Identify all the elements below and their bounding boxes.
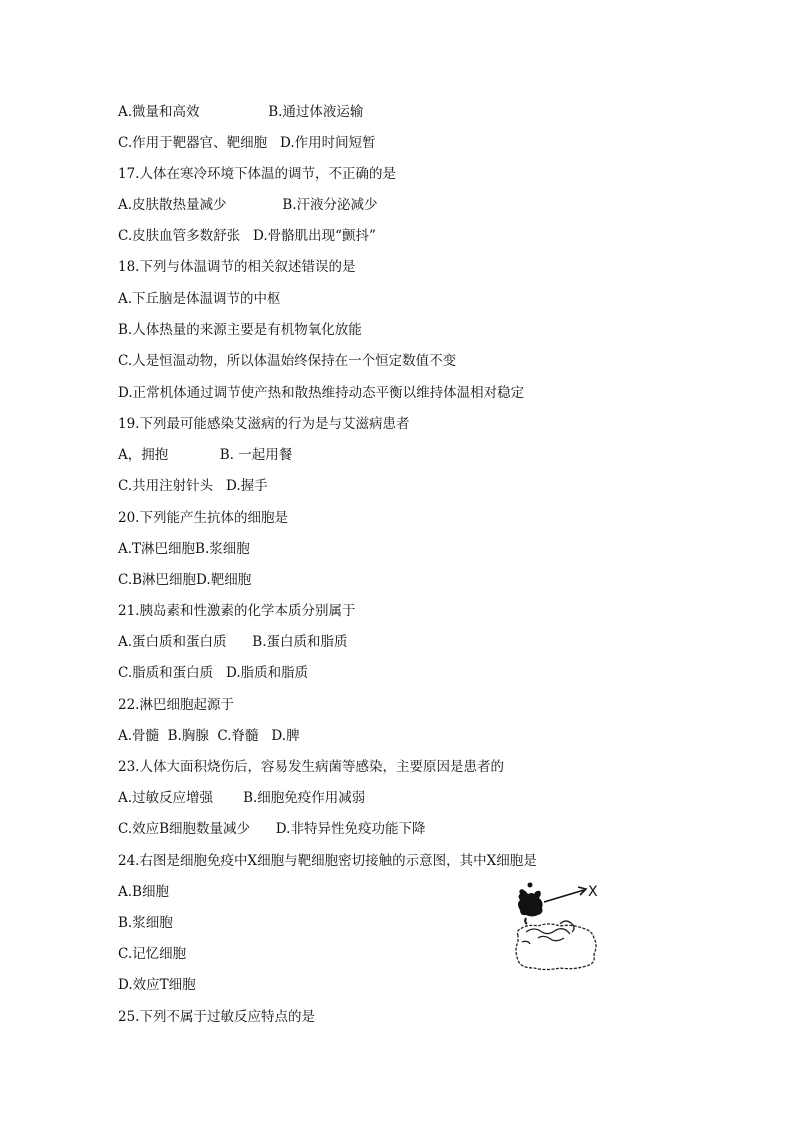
text-line: C.共用注射针头 D.握手 xyxy=(118,478,268,494)
question-21: 21.胰岛素和性激素的化学本质分别属于 xyxy=(118,603,356,619)
question-19: 19.下列最可能感染艾滋病的行为是与艾滋病患者 xyxy=(118,416,410,432)
question-20: 20.下列能产生抗体的细胞是 xyxy=(118,510,288,526)
cell-contact-figure xyxy=(508,880,604,972)
text-line: A.B细胞 xyxy=(118,884,169,900)
text-line: C.作用于靶器官、靶细胞 D.作用时间短暂 xyxy=(118,135,376,151)
question-17: 17.人体在寒冷环境下体温的调节，不正确的是 xyxy=(118,166,396,182)
question-22: 22.淋巴细胞起源于 xyxy=(118,697,234,713)
text-line: C.记忆细胞 xyxy=(118,946,187,962)
text-line: D.效应T细胞 xyxy=(118,977,196,993)
text-line: C.脂质和蛋白质 D.脂质和脂质 xyxy=(118,665,309,681)
text-line: C.效应B细胞数量减少 D.非特异性免疫功能下降 xyxy=(118,821,426,837)
text-line: A，拥抱 B. 一起用餐 xyxy=(118,447,293,463)
text-line: D.正常机体通过调节使产热和散热维持动态平衡以维持体温相对稳定 xyxy=(118,385,525,401)
question-18: 18.下列与体温调节的相关叙述错误的是 xyxy=(118,259,356,275)
text-line: C.人是恒温动物，所以体温始终保持在一个恒定数值不变 xyxy=(118,353,457,369)
text-line: A.下丘脑是体温调节的中枢 xyxy=(118,291,281,307)
question-25: 25.下列不属于过敏反应特点的是 xyxy=(118,1009,315,1025)
text-line: C.B淋巴细胞D.靶细胞 xyxy=(118,572,252,588)
text-line: A.骨髓 B.胸腺 C.脊髓 D.脾 xyxy=(118,728,300,744)
question-24: 24.右图是细胞免疫中X细胞与靶细胞密切接触的示意图，其中X细胞是 xyxy=(118,853,537,869)
text-line: A.皮肤散热量减少 B.汗液分泌减少 xyxy=(118,197,378,213)
text-line: B.人体热量的来源主要是有机物氧化放能 xyxy=(118,322,362,338)
text-line: A.微量和高效 B.通过体液运输 xyxy=(118,104,364,120)
text-line: A.过敏反应增强 B.细胞免疫作用减弱 xyxy=(118,790,366,806)
target-cell xyxy=(516,921,596,970)
x-pointer-arrow xyxy=(544,887,586,902)
question-23: 23.人体大面积烧伤后，容易发生病菌等感染，主要原因是患者的 xyxy=(118,759,504,775)
x-cell xyxy=(518,883,543,925)
text-line: A.T淋巴细胞B.浆细胞 xyxy=(118,541,250,557)
text-line: A.蛋白质和蛋白质 B.蛋白质和脂质 xyxy=(118,634,348,650)
text-line: B.浆细胞 xyxy=(118,915,173,931)
x-label: X xyxy=(588,884,598,900)
text-line: C.皮肤血管多数舒张 D.骨骼肌出现“颤抖” xyxy=(118,228,376,244)
